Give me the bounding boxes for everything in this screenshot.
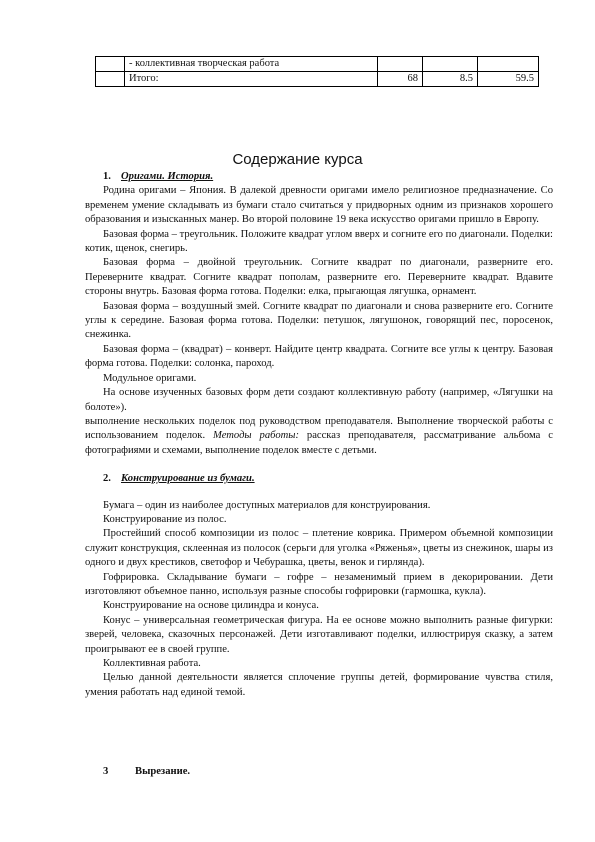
paragraph: Базовая форма – (квадрат) – конверт. Найдите центр квадрата. Согните все углы к центру. Базовая форма готова. Поделки: солонка, пароход. [85,343,553,370]
table-cell [378,57,423,72]
paragraph: Простейший способ композиции из полос – плетение коврика. Примером объемной композиции служит конструкция, склеенная из полосок (серьги для уголка «Ряженья», цветы из снежинок, шары из одного и двух крестиков, светофор и Чебурашка, цветы, венок и гирлянда). [85,528,553,569]
section-title: Оригами. История. [121,171,214,182]
paragraph: Конус – универсальная геометрическая фигура. На ее основе можно выполнить разные фигурки: зверей, человека, сказочных персонажей. Дети изготавливают поделки, иллюстрируя сказку, а затем проигрывают ее в своей группе. [85,614,553,655]
table-cell [96,72,125,87]
paragraph: Конструирование на основе цилиндра и конуса. [103,600,319,612]
paragraph: Родина оригами – Япония. В далекой древности оригами имело религиозное предназначение. Со временем умение складывать из бумаги стало считаться у придворных одним из признаков хорошего образования и изысканных манер. Во второй половине 19 века искусство оригами пришло в Европу. [85,185,553,226]
section-heading-construction [103,472,553,486]
paragraph [85,415,553,458]
paragraph: Базовая форма – воздушный змей. Согните квадрат по диагонали и снова разверните его. Согните углы к середине. Базовая форма готова. Поделки: петушок, лягушонок, говорящий пес, поросенок, снежинка. [85,300,553,341]
table-cell: Итого: [125,72,378,87]
table-cell [423,57,478,72]
section-title: Вырезание. [135,766,191,777]
table-cell: 8.5 [423,72,478,87]
text-run: рассказ преподавателя, рассматривание альбома с фотографиями и схемами, выполнение поделок вместе с детьми. [85,430,553,456]
hours-table [95,56,539,87]
section-heading-cutting [103,766,190,777]
section-heading-origami [103,170,553,184]
page-title: Содержание курса [232,151,363,168]
course-content [85,170,553,700]
table-cell [96,57,125,72]
paragraph: Гофрировка. Складывание бумаги – гофре – незаменимый прием в декорировании. Дети изготовляют объемное панно, используя разные способы гофрировки (гармошка, кукла). [85,571,553,597]
paragraph: Модульное оригами. [103,372,197,384]
section-number: 1. [103,171,111,182]
paragraph: Базовая форма – треугольник. Положите квадрат углом вверх и согните его по диагонали. Поделки: котик, щенок, снегирь. [85,228,553,255]
section-number: 3 [103,766,109,777]
table-cell [478,57,539,72]
paragraph: На основе изученных базовых форм дети создают коллективную работу (например, «Лягушки на болоте»). [85,387,553,413]
paragraph: Коллективная работа. [103,658,201,669]
paragraph: Базовая форма – двойной треугольник. Согните квадрат по диагонали, разверните его. Переверните квадрат. Согните квадрат пополам, разверните его. Переверните квадрат. Вдавите стороны внутрь. Базовая форма готова. Поделки: елка, прыгающая лягушка, орнамент. [85,257,553,298]
section-number: 2. [103,473,111,485]
paragraph: Бумага – один из наиболее доступных материалов для конструирования. [103,499,431,511]
methods-label: Методы работы: [213,430,299,442]
table-cell: 59.5 [478,72,539,87]
table-cell: - коллективная творческая работа [125,57,378,72]
table-row [96,72,539,87]
text-run: выполнение нескольких поделок под руководством преподавателя. Выполнение творческой работы с использованием поделок. [85,415,553,442]
paragraph: Конструирование из полос. [103,513,227,525]
table-row [96,57,539,72]
table-cell: 68 [378,72,423,87]
section-title: Конструирование из бумаги. [121,473,255,485]
paragraph: Целью данной деятельности является сплочение группы детей, формирование чувства стиля, умения работать над единой темой. [85,672,553,698]
